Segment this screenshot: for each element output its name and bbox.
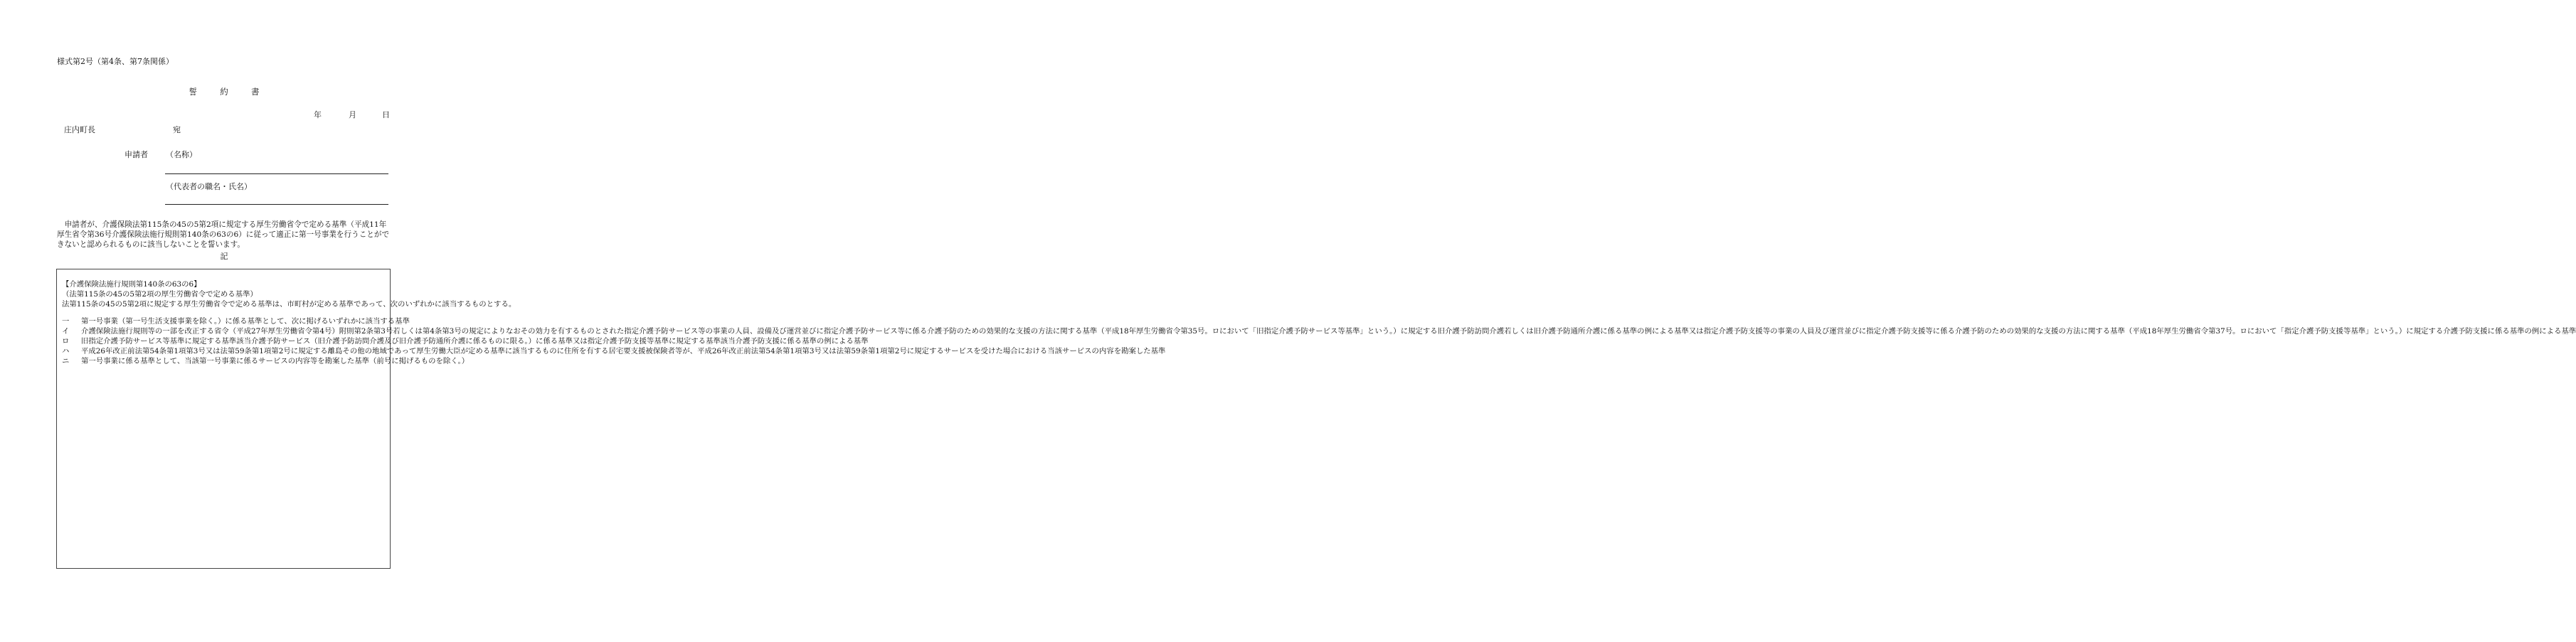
applicant-name-label: （名称） <box>166 150 197 159</box>
document-title: 誓 約 書 <box>189 87 267 97</box>
date-year: 年 <box>314 110 322 119</box>
representative-label: （代表者の職名・氏名） <box>166 182 252 191</box>
item-text: 旧指定介護予防サービス等基準に規定する基準該当介護予防サービス（旧介護予防訪問介護及び旧介護予防通所介護に係るものに限る。）に係る基準又は指定介護予防支援等基準に規定する基準該当介護予防支援に係る基準の例による基準 <box>81 337 869 346</box>
item-text: 第一号事業に係る基準として、当該第一号事業に係るサービスの内容等を勘案した基準（前号に掲げるものを除く。） <box>81 357 470 365</box>
applicant-label: 申請者 <box>124 150 148 159</box>
regulation-item <box>62 336 869 346</box>
regulation-intro: 法第115条の45の5第2項に規定する厚生労働省令で定める基準は、市町村が定める基準であって、次のいずれかに該当するものとする。 <box>62 300 516 309</box>
date-month: 月 <box>349 110 356 119</box>
regulation-item <box>62 316 410 326</box>
form-number: 様式第2号（第4条、第7条関係） <box>57 57 174 66</box>
addressee: 庄内町長 <box>64 125 95 134</box>
pledge-statement: 申請者が、介護保険法第115条の45の5第2項に規定する厚生労働省令で定める基準（平成11年厚生省令第36号介護保険法施行規則第140条の63の6）に従って適正に第一号事業を行うことができないと認められるものに該当しないことを誓います。 <box>57 220 390 249</box>
representative-line <box>165 204 388 205</box>
item-text: 介護保険法施行規則等の一部を改正する省令（平成27年厚生労働省令第4号）附則第2条第3号若しくは第4条第3号の規定によりなおその効力を有するものとされた指定介護予防サービス等の事業の人員、設備及び運営並びに指定介護予防サービス等に係る介護予防のための効果的な支援の方法に関する基準（平成18年厚生労働省令第35号。ロにおいて「旧指定介護予防サービス等基準」という。）に規定する旧介護予防訪問介護若しくは旧介護予防通所介護に係る基準の例による基準又は指定介護予防支援等の事業の人員及び運営並びに指定介護予防支援等に係る介護予防のための効果的な支援の方法に関する基準（平成18年厚生労働省令第37号。ロにおいて「指定介護予防支援等基準」という。）に規定する介護予防支援に係る基準の例による基準 <box>81 327 2576 336</box>
item-marker: 一 <box>62 317 70 326</box>
regulation-item <box>62 346 1166 356</box>
ki-heading: 記 <box>220 252 228 261</box>
applicant-name-line <box>165 173 388 174</box>
item-marker: イ <box>62 327 70 336</box>
regulation-subheading: （法第115条の45の5第2項の厚生労働省令で定める基準） <box>62 290 258 299</box>
date-day: 日 <box>382 110 390 119</box>
regulation-box <box>56 269 2576 569</box>
item-text: 第一号事業（第一号生活支援事業を除く。）に係る基準として、次に掲げるいずれかに該当する基準 <box>81 317 410 326</box>
item-marker: ロ <box>62 337 70 346</box>
item-marker: ニ <box>62 357 70 365</box>
item-marker: ハ <box>62 347 70 355</box>
addressee-suffix: 宛 <box>173 125 181 134</box>
item-text: 平成26年改正前法第54条第1項第3号又は法第59条第1項第2号に規定する離島その他の地域であって厚生労働大臣が定める基準に該当するものに住所を有する居宅要支援被保険者等が、平成26年改正前法第54条第1項第3号又は法第59条第1項第2号に規定するサービスを受けた場合における当該サービスの内容を勘案した基準 <box>81 347 1166 355</box>
regulation-item <box>62 356 470 366</box>
regulation-item <box>62 326 2576 336</box>
regulation-heading: 【介護保険法施行規則第140条の63の6】 <box>62 280 201 289</box>
